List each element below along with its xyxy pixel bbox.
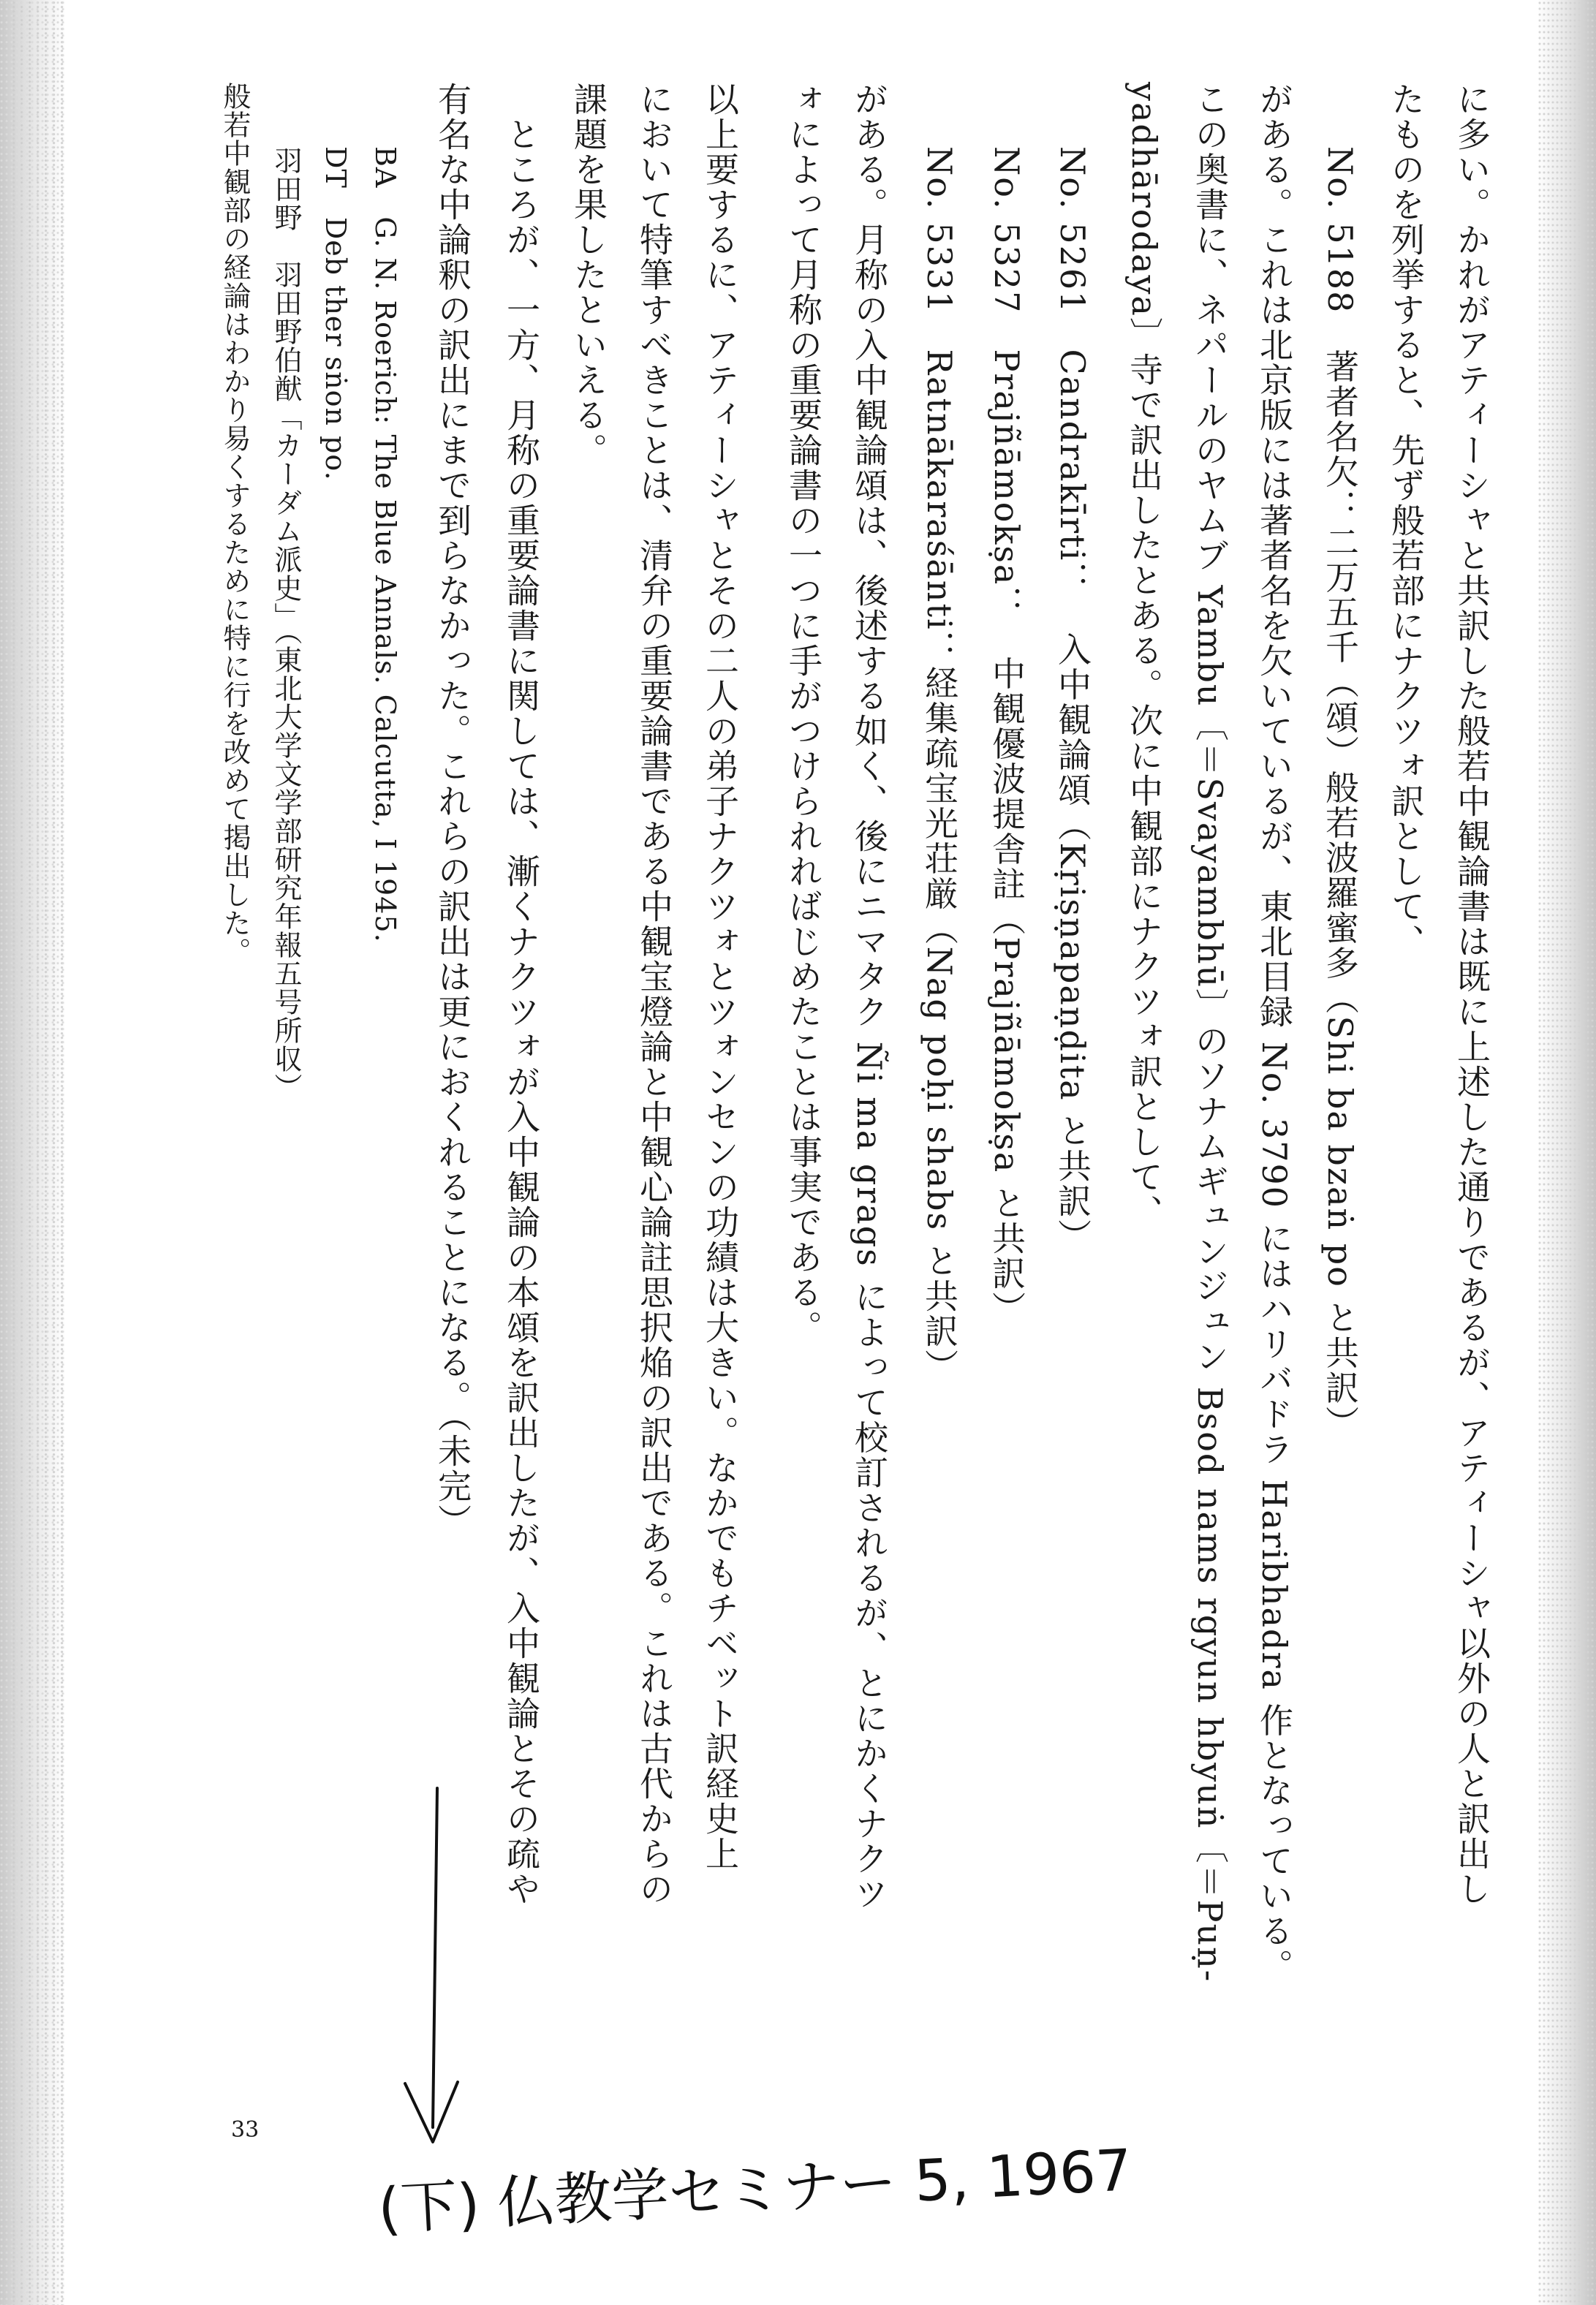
text-column-15: ところが、一方、月称の重要論書に関しては、漸くナクツォが入中観論の本頌を訳出したが、入中観論とその疏や [502, 117, 541, 1907]
footnote-note: 般若中観部の経論はわかり易くするために特に行を改めて掲出した。 [219, 82, 251, 966]
text-column-10: がある。月称の入中観論頌は、後述する如く、後にニマタク Ñi ma grags によって校訂されるが、とにかくナクツ [850, 82, 889, 1912]
scan-shadow-left [0, 0, 66, 2305]
text-column-3: No. 5188 著者名欠：二万五千（頌）般若波羅蜜多（Shi ba bzaṅ po と共訳） [1320, 146, 1360, 1441]
footnote-dt: DT Deb ther sṅon po. [319, 146, 352, 481]
text-column-14: 課題を果したといえる。 [569, 82, 608, 468]
footnote-hatano: 羽田野 羽田野伯猷「カーダム派史」（東北大学文学部研究年報五号所収） [270, 146, 302, 1102]
handwritten-arrow-icon [395, 1784, 468, 2164]
text-column-12: 以上要するに、アティーシャとその二人の弟子ナクツォとツォンセンの功績は大きい。なかでもチベット訳経史上 [700, 82, 740, 1871]
text-column-5: この奥書に、ネパールのヤムブ Yambu〔＝Svayambhū〕のソナムギュンジュン Bsod nams rgyun hbyuṅ〔＝Puṇ- [1190, 82, 1230, 1983]
footnote-ba: BA G. N. Roerich: The Blue Annals. Calcutta, I 1945. [369, 146, 401, 943]
text-column-7: No. 5261 Candrakīrti： 入中観論頌（Kṛiṣṇapaṇḍita と共訳） [1053, 146, 1092, 1254]
text-column-11: ォによって月称の重要論書の一つに手がつけられればじめたことは事実である。 [784, 82, 823, 1345]
text-column-4: がある。これは北京版には著者名を欠いているが、東北目録 No. 3790 にはハリバドラ Haribhadra 作となっている。 [1255, 82, 1294, 1984]
text-column-1: に多い。かれがアティーシャと共訳した般若中観論書は既に上述した通りであるが、アティーシャ以外の人と訳出し [1452, 82, 1491, 1907]
text-column-9: No. 5331 Ratnākaraśānti：経集疏宝光荘厳（Nag poḥi shabs と共訳） [920, 146, 959, 1384]
scan-shadow-right [1538, 0, 1596, 2305]
text-column-8: No. 5327 Prajñāmokṣa： 中観優波提舎註（Prajñāmokṣa と共訳） [987, 146, 1026, 1326]
handwritten-citation-note: (下) 仏教学セミナー 5, 1967 [377, 2138, 1134, 2244]
page-number: 33 [231, 2117, 260, 2143]
text-column-16: 有名な中論釈の訳出にまで到らなかった。これらの訳出は更におくれることになる。（未完） [433, 82, 472, 1539]
text-column-13: において特筆すべきことは、清弁の重要論書である中観宝燈論と中観心論註思択焔の訳出である。これは古代からの [635, 82, 674, 1907]
text-column-6: yadhārodaya〕寺で訳出したとある。次に中観部にナクツォ訳として、 [1124, 82, 1164, 1230]
text-column-2: たものを列挙すると、先ず般若部にナクツォ訳として、 [1386, 82, 1426, 959]
